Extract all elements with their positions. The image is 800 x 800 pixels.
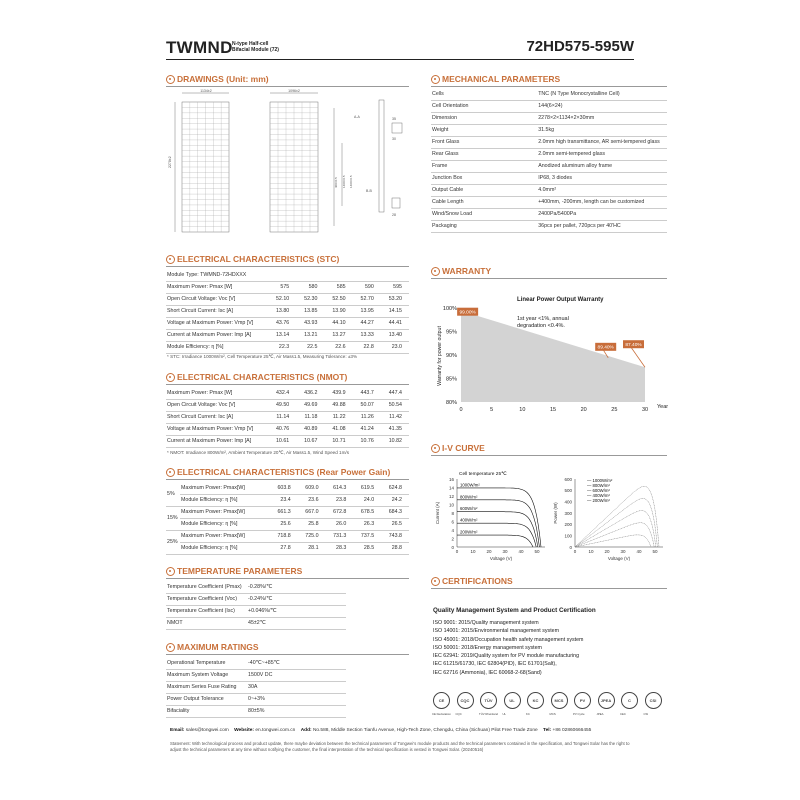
section-temperature: TEMPERATURE PARAMETERS	[166, 566, 409, 579]
table-row: Short Circuit Current: Isc [A] 11.14 11.18 11.22 11.26 11.42	[166, 411, 409, 423]
table-row: Module Efficiency: η [%] 22.3 22.5 22.6 22.8 23.0	[166, 341, 409, 353]
y-tick-label: 80%	[445, 400, 457, 406]
section-icon	[166, 75, 175, 84]
section-label-a: A-A	[354, 115, 360, 119]
iv-series-label: 200W/m²	[460, 529, 478, 535]
model-number: 72HD575-595W	[526, 38, 634, 55]
footer-phone: +86 02860666455	[552, 728, 592, 733]
x-tick-label: 30	[502, 549, 508, 554]
cert-item: ISO 50001: 2018/Energy management system	[433, 644, 542, 651]
iv-series-label: — 400W/m²	[587, 493, 610, 498]
x-tick-label: 10	[519, 407, 526, 413]
x-tick-label: 25	[611, 407, 618, 413]
footer-website[interactable]: en.tongwei.com.cn	[255, 728, 296, 733]
cert-item: IEC 62941: 2019/Quality system for PV module manufacturing	[433, 653, 580, 660]
rear-cell-grid	[270, 102, 318, 232]
y-tick-label: 16	[448, 476, 454, 482]
dim-height: 2278±2	[168, 156, 172, 168]
table-row: Temperature Coefficient (Isc) +0.046%/℃	[166, 605, 346, 617]
iv-series-label: — 200W/m²	[587, 498, 610, 503]
section-icon	[166, 567, 175, 576]
x-tick-label: 20	[604, 549, 610, 554]
cert-logo-label: MCS	[549, 712, 556, 716]
table-row: Temperature Coefficient (Voc) -0.24%/℃	[166, 593, 346, 605]
table-row: 15% Maximum Power: Pmax[W] 661.3 667.0 672.8 678.5 684.3	[166, 506, 409, 518]
iv-series-line	[575, 523, 654, 547]
iv-series-line	[575, 535, 651, 547]
warranty-annotation-2: degradation <0.4%.	[517, 323, 565, 329]
table-row: Current at Maximum Power: Imp [A] 10.61 10.67 10.71 10.76 10.82	[166, 435, 409, 447]
x-tick-label: 20	[486, 549, 492, 554]
stc-note: * STC: Irradiance 1000W/m², Cell Temperature 25℃, Air Mass1.5, Measuring Tolerance: ±3%	[167, 354, 358, 359]
table-row: Rear Glass 2.0mm semi-tempered glass	[431, 148, 667, 160]
cert-logo-icon: JPEA	[598, 692, 615, 709]
y-tick-label: 14	[448, 485, 454, 491]
y-tick-label: 12	[448, 493, 454, 499]
warranty-annotation-1: 1st year <1%, annual	[517, 316, 569, 322]
x-tick-label: 10	[588, 549, 594, 554]
table-row: Cable Length +400mm, -200mm, length can be customized	[431, 196, 667, 208]
x-tick-label: 0	[573, 549, 577, 554]
table-row: Temperature Coefficient (Pmax) -0.28%/℃	[166, 581, 346, 593]
iv-series-label: 1000W/m²	[460, 482, 480, 488]
table-row: Maximum System Voltage 1500V DC	[166, 669, 346, 681]
x-tick-label: 40	[636, 549, 642, 554]
iv-series-line	[575, 499, 657, 548]
table-row: Open Circuit Voltage: Voc [V] 52.10 52.30 52.50 52.70 53.20	[166, 293, 409, 305]
table-row: Module Efficiency: η [%] 27.8 28.1 28.3 28.5 28.8	[166, 542, 409, 554]
cert-item: ISO 14001: 2015/Environmental management system	[433, 628, 560, 635]
table-row: Cell Orientation 144(6×24)	[431, 100, 667, 112]
section-icon	[166, 255, 175, 264]
table-row: Maximum Series Fuse Rating 30A	[166, 681, 346, 693]
cert-item: ISO 45001: 2018/Occupation health safety management system	[433, 636, 584, 643]
x-tick-label: 50	[534, 549, 540, 554]
warranty-title: Linear Power Output Warranty	[517, 297, 604, 303]
y-tick-label: 600	[564, 476, 572, 482]
section-icon	[431, 444, 440, 453]
y-tick-label: 95%	[445, 329, 457, 336]
brand-name: TWMND	[166, 38, 233, 57]
table-row: Voltage at Maximum Power: Vmp [V] 40.76 40.89 41.08 41.24 41.35	[166, 423, 409, 435]
section-icon	[431, 267, 440, 276]
y-tick-label: 85%	[445, 376, 457, 383]
dim-hole-2: 1400±0.5	[342, 175, 346, 188]
footer-statement: Statement: With technological process and product update, there maybe deviation between the technical parameters of Tongwei's module products and the technical parameters contained in the specification, and Tongwei Solar has the right to adjust the technical parameters at any time without notifying the customer, the final interpretation of the technical specification is vested in Tongwei Solar. (20240516)	[170, 741, 630, 752]
section-mechanical: MECHANICAL PARAMETERS	[431, 74, 667, 87]
cert-logo-label: CQC	[455, 712, 462, 716]
iv-current-chart	[431, 467, 549, 563]
section-label-b: B-B	[366, 189, 372, 193]
iv-series-label: 400W/m²	[460, 517, 478, 523]
table-row: Module Type: TWMND-72HDXXX	[166, 269, 409, 281]
dim-35: 35	[392, 117, 396, 121]
temperature-table	[166, 581, 346, 630]
iv-series-label: — 800W/m²	[587, 483, 610, 488]
dim-28: 28	[392, 213, 396, 217]
cert-logo-icon: C	[621, 692, 638, 709]
cert-item: IEC 62716 (Ammonia), IEC 60068-2-68(Sand)	[433, 669, 542, 676]
y-tick-label: 0	[451, 544, 454, 550]
cert-logo-icon: CSI	[645, 692, 662, 709]
iv-power-chart	[549, 467, 667, 563]
x-tick-label: 20	[580, 407, 587, 413]
x-tick-label: 0	[455, 549, 459, 554]
table-row: Voltage at Maximum Power: Vmp [V] 43.76 43.93 44.10 44.27 44.41	[166, 317, 409, 329]
cert-logo-label: TÜV Rheinland	[479, 712, 498, 716]
cert-logo-icon: PV	[574, 692, 591, 709]
cert-logo-icon: MCS	[551, 692, 568, 709]
y-tick-label: 200	[564, 522, 572, 528]
page-header	[166, 38, 634, 60]
table-row: Output Cable 4.0mm²	[431, 184, 667, 196]
cert-item: ISO 9001: 2015/Quality management system	[433, 620, 539, 626]
table-row: Current at Maximum Power: Imp [A] 13.14 13.21 13.27 13.33 13.40	[166, 329, 409, 341]
footer-contact: Email: sales@tongwei.com Website: en.tongwei.com.cn Add: No.588, Middle Section Tianfu Avenue, High-Tech Zone, Chengdu, China (Sichuan) Pilot Free Trade Zone Tel: +86 02860666455	[170, 728, 592, 733]
warranty-badge: 89.40%	[597, 345, 614, 351]
cert-logo-label: CEC	[620, 712, 626, 716]
rear-gain-table	[166, 482, 409, 555]
table-row: Maximum Power: Pmax [W] 575 580 585 590 595	[166, 281, 409, 293]
table-row: Wind/Snow Load 2400Pa/5400Pa	[431, 208, 667, 220]
table-row: 25% Maximum Power: Pmax[W] 718.8 725.0 731.3 737.5 743.8	[166, 530, 409, 542]
iv-series-label: — 1000W/m²	[587, 478, 613, 483]
y-tick-label: 100%	[442, 306, 457, 312]
y-tick-label: 10	[448, 502, 454, 508]
y-tick-label: 0	[569, 544, 572, 550]
x-tick-label: 0	[459, 407, 463, 413]
cert-logo-label: PV Cycle	[573, 712, 585, 716]
x-tick-label: 30	[620, 549, 626, 554]
x-axis-label: Voltage (V)	[489, 556, 513, 561]
warranty-xlabel: Year	[657, 404, 669, 410]
table-row: NMOT 45±2℃	[166, 617, 346, 629]
iv-series-label: 800W/m²	[460, 494, 478, 500]
x-tick-label: 40	[518, 549, 524, 554]
iv-series-line	[457, 535, 533, 547]
table-row: Weight 31.5kg	[431, 124, 667, 136]
table-row: Open Circuit Voltage: Voc [V] 49.50 49.69 49.88 50.07 50.54	[166, 399, 409, 411]
x-tick-label: 15	[549, 407, 557, 413]
iv-series-label: 600W/m²	[460, 506, 478, 512]
iv-title: Cell temperature 25℃	[459, 472, 507, 477]
table-row: Operational Temperature -40℃~+85℃	[166, 657, 346, 669]
footer-email[interactable]: sales@tongwei.com	[185, 728, 229, 733]
section-rear-gain: ELECTRICAL CHARACTERISTICS (Rear Power Gain)	[166, 467, 409, 480]
section-icon	[431, 577, 440, 586]
front-cell-grid	[182, 102, 229, 232]
warranty-badge: 99.00%	[459, 310, 476, 316]
mechanical-table	[431, 88, 667, 233]
cert-logo-label: CSI	[643, 712, 649, 716]
table-row: Module Efficiency: η [%] 25.6 25.8 26.0 26.3 26.5	[166, 518, 409, 530]
warranty-chart	[431, 286, 667, 426]
y-tick-label: 4	[451, 527, 454, 533]
dim-hole-3: 1400±0.5	[349, 175, 353, 188]
nmot-note: * NMOT: Irradiance 800W/m², Ambient Temperature 20℃, Air Mass1.5, Wind Speed 1m/s	[167, 450, 350, 455]
brand-subtitle: N-type Half-cell Bifacial Module (72)	[232, 41, 279, 53]
table-row: Power Output Tolerance 0~+3%	[166, 693, 346, 705]
x-tick-label: 30	[641, 407, 649, 413]
stc-table	[166, 269, 409, 354]
cert-item: IEC 61215/61730, IEC 62804(PID), IEC 61701(Salt),	[433, 661, 557, 668]
certifications-list	[433, 606, 596, 677]
section-drawings: DRAWINGS (Unit: mm)	[166, 74, 409, 87]
section-certifications: CERTIFICATIONS	[431, 576, 667, 589]
nmot-table	[166, 387, 409, 448]
dim-hole-1: 400±0.5	[334, 177, 338, 188]
cert-logo-icon: CE	[433, 692, 450, 709]
section-icon	[166, 373, 175, 382]
y-axis-label: Power (W)	[553, 502, 558, 524]
x-tick-label: 50	[652, 549, 658, 554]
table-row: Module Efficiency: η [%] 23.4 23.6 23.8 24.0 24.2	[166, 494, 409, 506]
dim-frame: 1096±2	[288, 89, 300, 93]
cert-logo-label: KC	[526, 712, 530, 716]
y-tick-label: 300	[564, 510, 572, 516]
y-tick-label: 500	[564, 488, 572, 494]
y-tick-label: 6	[451, 519, 454, 525]
table-row: Dimension 2278×2×1134×2×30mm	[431, 112, 667, 124]
iv-series-line	[575, 511, 656, 547]
table-row: Maximum Power: Pmax [W] 432.4 436.2 439.9 443.7 447.4	[166, 387, 409, 399]
warranty-ylabel: Warranty for power output	[437, 326, 443, 386]
section-nmot: ELECTRICAL CHARACTERISTICS (NMOT)	[166, 372, 409, 385]
certifications-title: Quality Management System and Product Certification	[433, 607, 596, 614]
dim-width: 1134±2	[200, 89, 212, 93]
cert-logo-label: UL	[502, 712, 507, 716]
y-tick-label: 2	[451, 536, 454, 542]
y-tick-label: 90%	[445, 353, 457, 359]
warranty-badge: 87.40%	[625, 343, 642, 349]
ratings-table	[166, 657, 346, 718]
module-drawing	[166, 88, 409, 246]
cert-logo-icon: UL	[504, 692, 521, 709]
section-stc: ELECTRICAL CHARACTERISTICS (STC)	[166, 254, 409, 267]
table-row: Packaging 36pcs per pallet, 720pcs per 40'HC	[431, 220, 667, 232]
section-warranty: WARRANTY	[431, 266, 667, 279]
x-axis-label: Voltage (V)	[607, 556, 631, 561]
y-tick-label: 8	[451, 510, 454, 516]
section-icon	[166, 468, 175, 477]
section-icon	[431, 75, 440, 84]
x-tick-label: 5	[490, 407, 494, 413]
table-row: Frame Anodized aluminum alloy frame	[431, 160, 667, 172]
table-row: Front Glass 2.0mm high transmittance, AR semi-tempered glass	[431, 136, 667, 148]
table-row: 5% Maximum Power: Pmax[W] 603.8 609.0 614.3 619.5 624.8	[166, 482, 409, 494]
footer-address: No.588, Middle Section Tianfu Avenue, High-Tech Zone, Chengdu, China (Sichuan) Pilot Free Trade Zone	[312, 728, 538, 733]
cert-logo-icon: KC	[527, 692, 544, 709]
y-axis-label: Current (A)	[435, 501, 440, 525]
section-iv-curve: I-V CURVE	[431, 443, 667, 456]
section-ratings: MAXIMUM RATINGS	[166, 642, 409, 655]
cert-logo-label: JPEA	[596, 712, 604, 716]
table-row: Short Circuit Current: Isc [A] 13.80 13.85 13.90 13.95 14.15	[166, 305, 409, 317]
y-tick-label: 100	[564, 533, 572, 539]
section-icon	[166, 643, 175, 652]
table-row: Bifaciality 80±5%	[166, 705, 346, 717]
iv-series-label: — 600W/m²	[587, 488, 610, 493]
x-tick-label: 10	[470, 549, 476, 554]
table-row: Cells TNC (N Type Monocrystalline Cell)	[431, 88, 667, 100]
y-tick-label: 400	[564, 499, 572, 505]
table-row: Junction Box IP68, 3 diodes	[431, 172, 667, 184]
cert-logo-icon: CQC	[457, 692, 474, 709]
cert-logo-icon: TÜV	[480, 692, 497, 709]
cert-logo-label: CE Declaration	[432, 712, 451, 716]
dim-30: 30	[392, 137, 396, 141]
